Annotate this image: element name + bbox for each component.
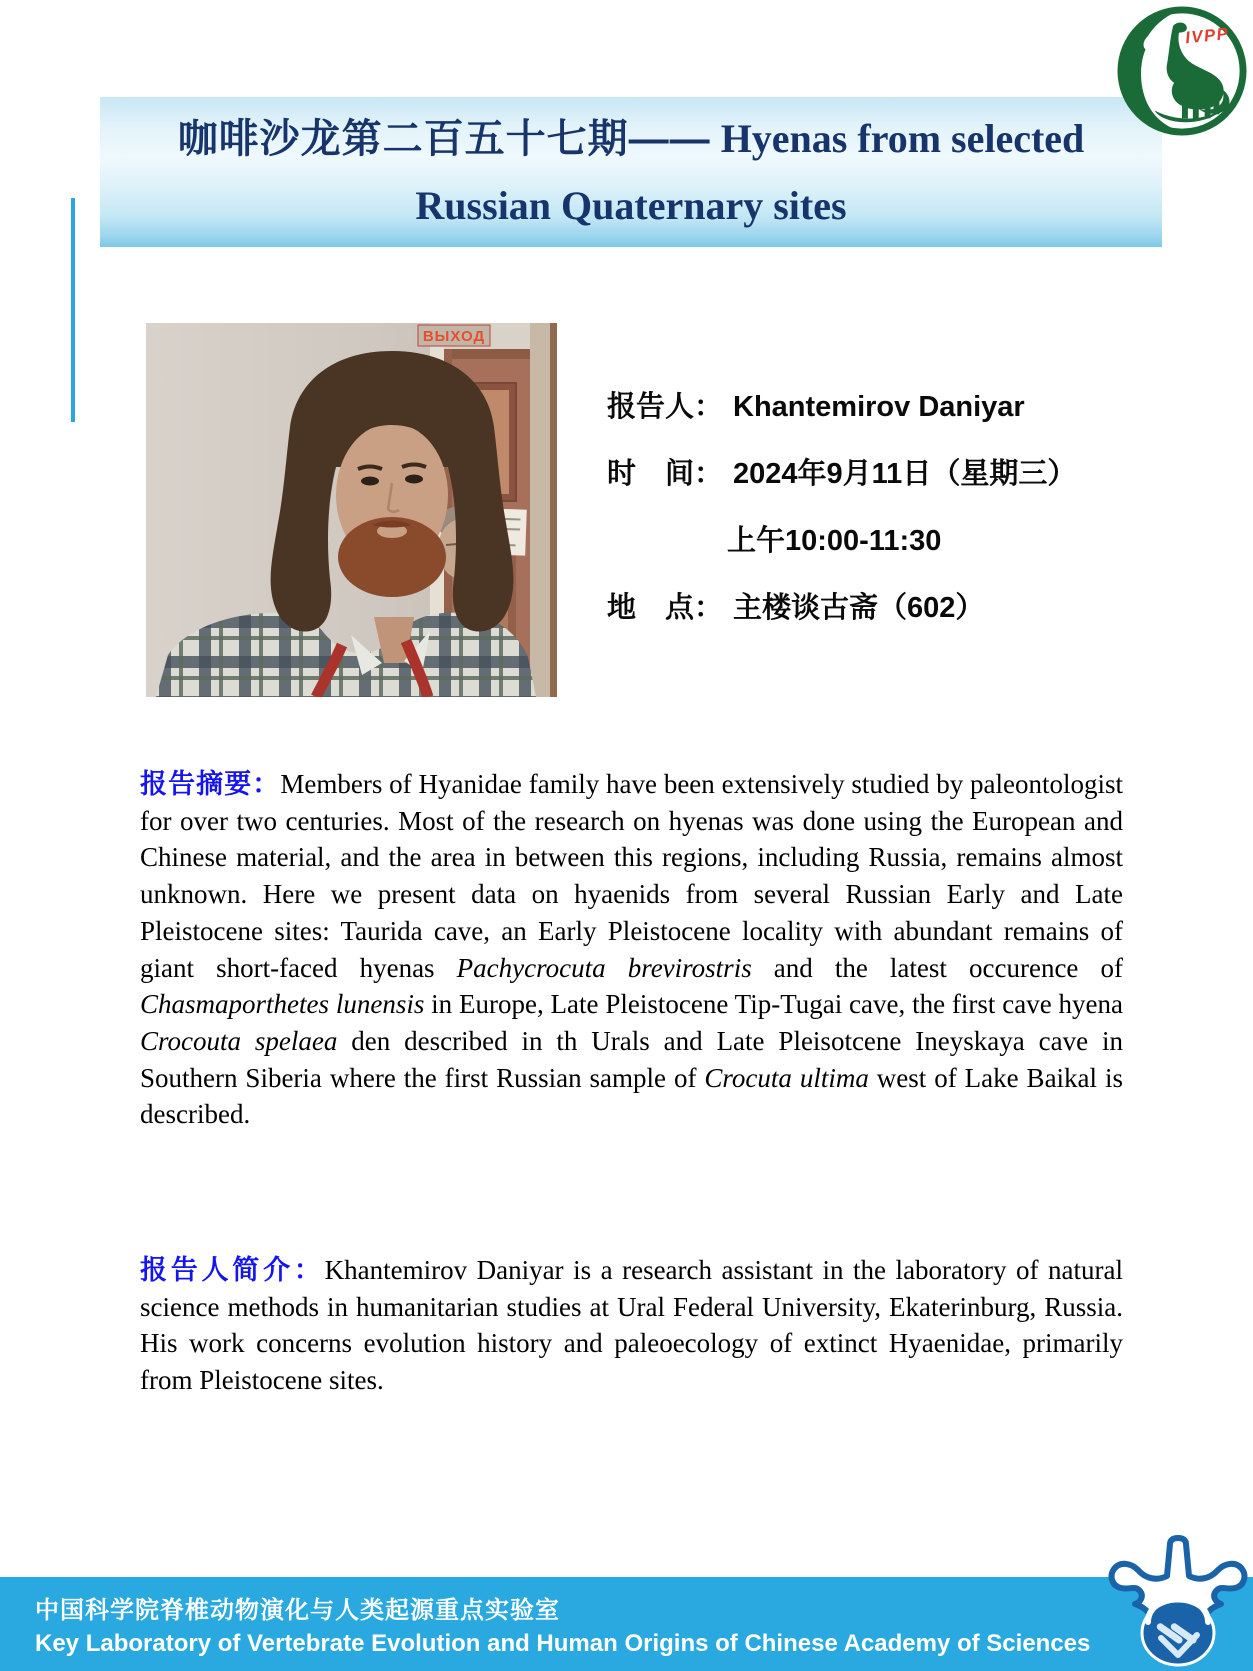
bio-label: 报告人简介： [140,1255,325,1285]
bio-paragraph [140,1252,1123,1399]
location-label: 地 点： [607,592,724,624]
abstract-text: Members of Hyanidae family have been extensively studied by paleontologist for over two centuries. Most of the research on hyenas was done using the European and Chinese material, and the area in between this regions, including Russia, remains almost unknown. Here we present data on hyaenids from several Russian Early and Late Pleistocene sites: Taurida cave, an Early Pleistocene locality with abundant remains of giant short-faced hyenas Pachycrocuta brevirostris and the latest occurence of Chasmaporthetes lunensis in Europe, Late Pleistocene Tip-Tugai cave, the first cave hyena Crocouta spelaea den described in th Urals and Late Pleisotcene Ineyskaya cave in Southern Siberia where the first Russian sample of Crocuta ultima west of Lake Baikal is described. [140,769,1124,1130]
exit-sign-text: ВЫХОД [422,328,486,345]
title-english: Hyenas from selected [710,116,1085,161]
abstract-paragraph [140,766,1123,1133]
footer-lab-name-en: Key Laboratory of Vertebrate Evolution and Human Origins of Chinese Academy of Sciences [35,1630,1091,1657]
time-value-2: 上午10:00-11:30 [727,525,942,557]
info-row-location [607,585,984,626]
title-chinese: 咖啡沙龙第二百五十七期—— [177,117,711,161]
time-value: 2024年9月11日（星期三） [733,458,1077,490]
info-row-speaker [607,384,1025,425]
abstract-label: 报告摘要： [140,769,281,799]
page-title-line1 [100,114,1162,164]
vertebra-logo-icon [1103,1534,1253,1671]
speaker-photo [146,323,557,697]
footer-band [0,1577,1253,1671]
info-row-time [607,451,1076,492]
bio-text: Khantemirov Daniyar is a research assistant in the laboratory of natural science methods in humanitarian studies at Ural Federal University, Ekaterinburg, Russia. His work concerns evolution history and paleoecology of extinct Hyaenidae, primarily from Pleistocene sites. [140,1255,1124,1396]
page-title-line2: Russian Quaternary sites [415,183,847,228]
decorative-blue-line [71,198,75,422]
ivpp-logo-icon [1116,6,1248,136]
exit-sign [418,325,490,346]
time-label: 时 间： [607,458,724,490]
header-banner [100,97,1162,247]
speaker-label: 报告人： [607,391,724,423]
info-row-time-cont [727,518,941,559]
location-value: 主楼谈古斋（602） [733,592,985,624]
speaker-name: Khantemirov Daniyar [733,391,1025,423]
footer-lab-name-cn: 中国科学院脊椎动物演化与人类起源重点实验室 [35,1597,560,1624]
ivpp-logo-text: IVPP [1184,23,1231,48]
